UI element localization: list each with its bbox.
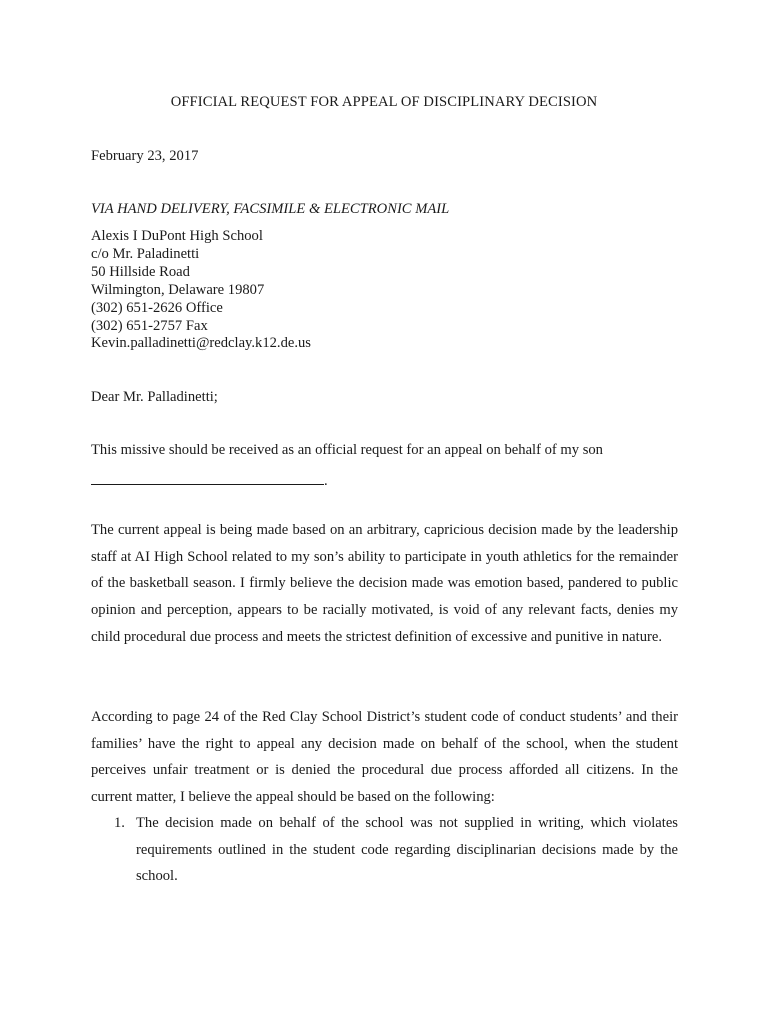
- salutation: Dear Mr. Palladinetti;: [91, 389, 218, 405]
- intro-sentence: This missive should be received as an official request for an appeal on behalf of my son: [91, 442, 603, 458]
- name-blank-line: [91, 470, 328, 490]
- address-line-city: Wilmington, Delaware 19807: [91, 281, 265, 298]
- letter-date: February 23, 2017: [91, 148, 199, 164]
- recipient-address: [91, 228, 311, 353]
- list-item-number: 1.: [114, 815, 125, 831]
- appeal-reasons-list: [91, 810, 678, 890]
- blank-rule: [91, 470, 324, 485]
- address-line-attention: c/o Mr. Paladinetti: [91, 245, 200, 262]
- list-item: [91, 810, 678, 890]
- address-line-phone: (302) 651-2626 Office: [91, 299, 223, 316]
- list-item-text: The decision made on behalf of the school was not supplied in writing, which violates requirements outlined in the student code regarding disciplinarian decisions made by the school.: [136, 815, 678, 885]
- paragraph-code-of-conduct: According to page 24 of the Red Clay School District’s student code of conduct students’ and their families’ have the right to appeal any decision made on behalf of the school, when the student perceives unfair treatment or is denied the procedural due process afforded all citizens. In the current matter, I believe the appeal should be based on the following:: [91, 709, 678, 806]
- address-line-email: Kevin.palladinetti@redclay.k12.de.us: [91, 335, 311, 352]
- blank-suffix: .: [324, 473, 328, 489]
- delivery-method: VIA HAND DELIVERY, FACSIMILE & ELECTRONIC MAIL: [91, 201, 450, 217]
- address-line-fax: (302) 651-2757 Fax: [91, 317, 208, 334]
- address-line-street: 50 Hillside Road: [91, 263, 190, 280]
- address-line-school: Alexis I DuPont High School: [91, 228, 263, 244]
- paragraph-appeal-basis: The current appeal is being made based on an arbitrary, capricious decision made by the leadership staff at AI High School related to my son’s ability to participate in youth athletics for the remainder of the basketball season. I firmly believe the decision made was emotion based, pandered to public opinion and perception, appears to be racially motivated, is void of any relevant facts, denies my child procedural due process and meets the strictest definition of excessive and punitive in nature.: [91, 522, 678, 645]
- document-title: OFFICIAL REQUEST FOR APPEAL OF DISCIPLINARY DECISION: [170, 94, 598, 110]
